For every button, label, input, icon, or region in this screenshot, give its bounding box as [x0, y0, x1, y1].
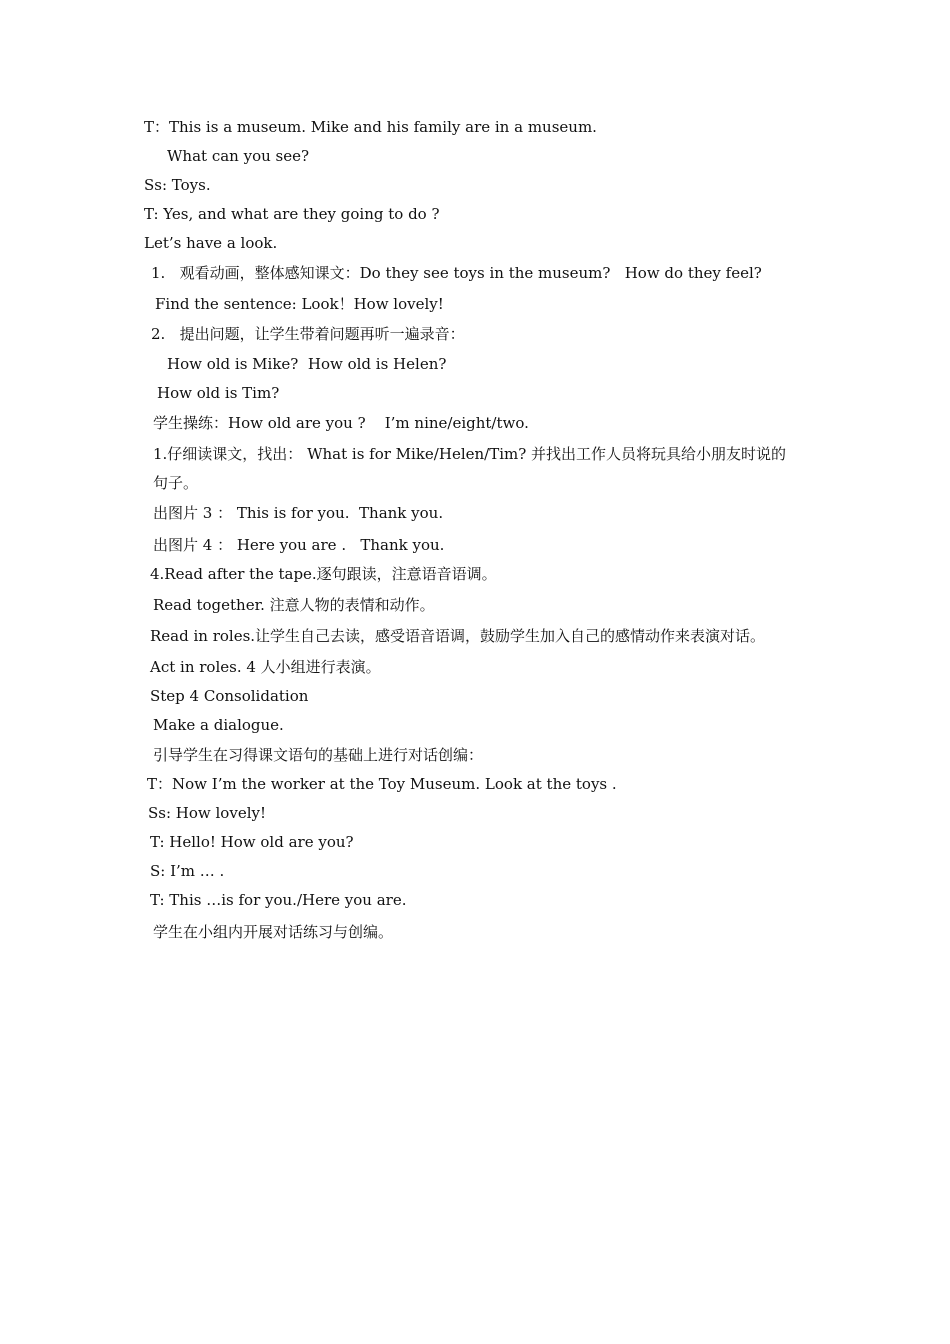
text-line: T：This is a museum. Mike and his family are in a museum.	[144, 118, 597, 136]
text-line: 2. 提出问题，让学生带着问题再听一遍录音：	[151, 325, 465, 343]
text-line: T：Now I’m the worker at the Toy Museum. Look at the toys .	[147, 775, 617, 793]
text-line: How old is Tim?	[157, 384, 280, 402]
text-line: T: Yes, and what are they going to do ?	[144, 205, 440, 223]
text-line: Act in roles. 4 人小组进行表演。	[150, 658, 381, 676]
text-line: Read in roles.让学生自己去读，感受语音语调，鼓励学生加入自己的感情动作来表演对话。	[150, 627, 766, 645]
text-line: 4.Read after the tape.逐句跟读，注意语音语调。	[150, 565, 497, 583]
text-line: 引导学生在习得课文语句的基础上进行对话创编：	[153, 746, 484, 764]
text-line: Step 4 Consolidation	[150, 687, 309, 705]
text-line: Ss: Toys.	[144, 176, 211, 194]
text-line: Ss: How lovely!	[148, 804, 266, 822]
text-line: 学生操练：How old are you ? I’m nine/eight/two.	[153, 414, 529, 432]
text-line: S: I’m … .	[150, 862, 225, 880]
text-line: 出图片 3 ： This is for you. Thank you.	[153, 504, 444, 522]
text-line: 句子。	[153, 474, 199, 492]
text-line: 1.仔细读课文，找出： What is for Mike/Helen/Tim? 并找出工作人员将玩具给小朋友时说的	[153, 445, 787, 463]
text-line: Make a dialogue.	[153, 716, 284, 734]
text-line: 学生在小组内开展对话练习与创编。	[153, 923, 394, 941]
text-line: 1. 观看动画，整体感知课文：Do they see toys in the museum? How do they feel?	[151, 264, 762, 282]
text-line: Find the sentence: Look！How lovely!	[155, 295, 444, 313]
text-line: How old is Mike? How old is Helen?	[167, 355, 447, 373]
text-line: 出图片 4 ： Here you are . Thank you.	[153, 536, 445, 554]
text-line: Read together. 注意人物的表情和动作。	[153, 596, 435, 614]
text-line: T: This …is for you./Here you are.	[150, 891, 407, 909]
text-line: What can you see?	[167, 147, 310, 165]
text-line: T: Hello! How old are you?	[150, 833, 354, 851]
text-line: Let’s have a look.	[144, 234, 278, 252]
